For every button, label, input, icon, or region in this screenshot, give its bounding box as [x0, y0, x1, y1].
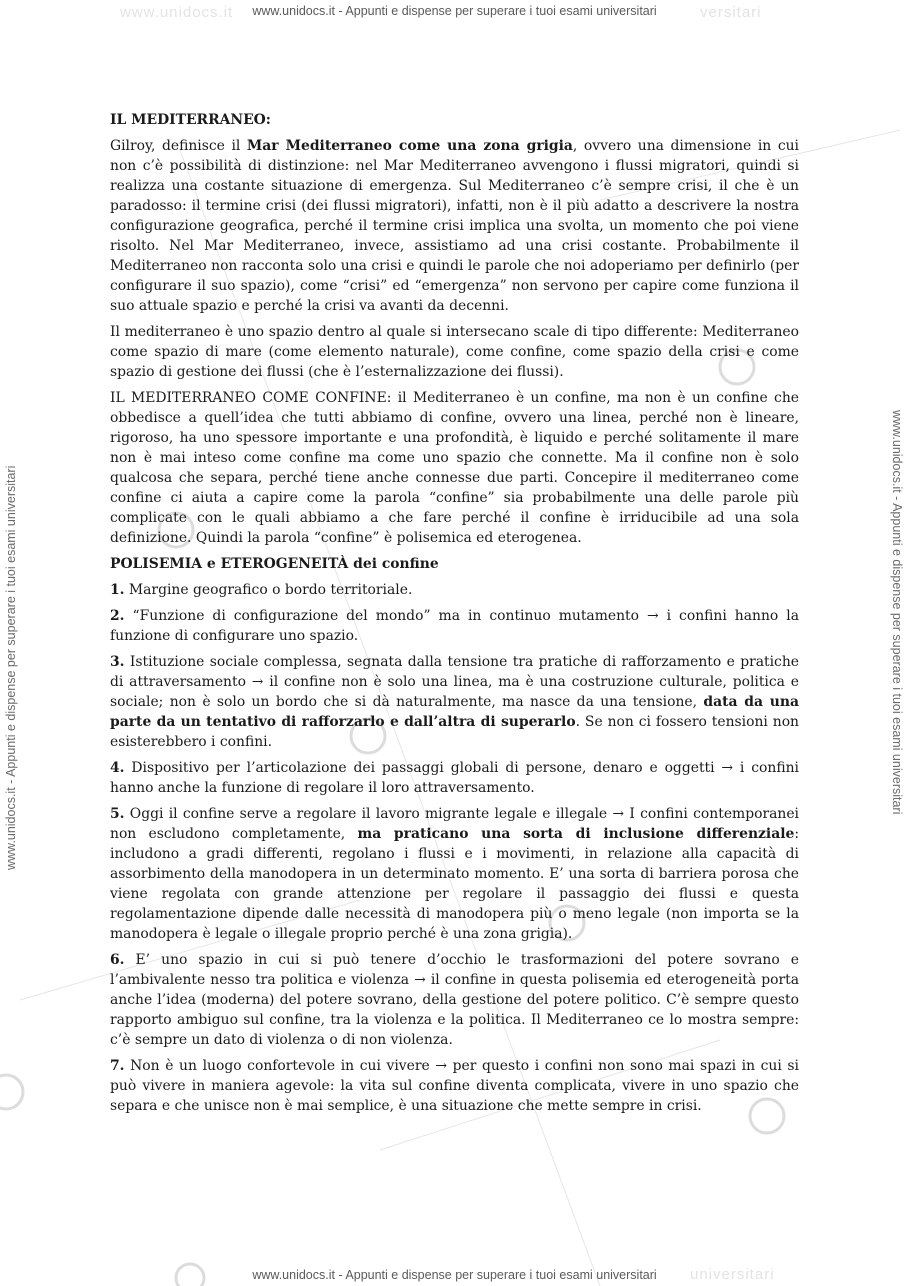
- item-text: Dispositivo per l’articolazione dei passaggi globali di persone, denaro e oggetti → i confini hanno anche la funzione di regolare il loro attraversamento.: [110, 760, 799, 796]
- item-bold: data da una parte da un tentativo di rafforzarlo e dall’altra di superarlo: [110, 694, 799, 730]
- item-number: 1.: [110, 582, 125, 598]
- item-text: Oggi il confine serve a regolare il lavoro migrante legale e illegale → I confini contemporanei non escludono completamente,: [110, 806, 799, 842]
- document-title: IL MEDITERRANEO:: [110, 112, 271, 128]
- item-text: Margine geografico o bordo territoriale.: [124, 582, 413, 598]
- item-number: 4.: [110, 760, 125, 776]
- watermark-ghost-bottom: universitari: [690, 1266, 775, 1283]
- list-item-3: [110, 652, 799, 752]
- section-heading: POLISEMIA e ETEROGENEITÀ dei confine: [110, 556, 439, 572]
- watermark-side-right: www.unidocs.it - Appunti e dispense per superare i tuoi esami universitari: [890, 410, 904, 815]
- list-item-4: [110, 758, 799, 798]
- item-number: 2.: [110, 608, 125, 624]
- watermark-ghost-left: www.unidocs.it: [120, 4, 234, 21]
- list-item-6: [110, 950, 799, 1050]
- item-bold: ma praticano una sorta di inclusione differenziale: [357, 826, 795, 842]
- confine-paragraph: IL MEDITERRANEO COME CONFINE: il Mediterraneo è un confine, ma non è un confine che obbedisce a quell’idea che tutti abbiamo di confine, ovvero una linea, perché non è lineare, rigoroso, ha uno spessore importante e una profondità, è liquido e perché solitamente il mare non è mai inteso come confine ma come uno spazio che connette. Ma il confine non è solo qualcosa che separa, perché tiene anche connesse due parti. Concepire il mediterraneo come confine ci aiuta a capire come la parola “confine” sia probabilmente una delle parole più complicate con le quali abbiamo a che fare perché il confine è irriducibile ad una sola definizione. Quindi la parola “confine” è polisemica ed eterogenea.: [110, 390, 799, 546]
- item-text-end: . Se non ci fossero tensioni non esisterebbero i confini.: [110, 714, 800, 750]
- watermark-ghost-right: versitari: [700, 4, 762, 21]
- item-text: Istituzione sociale complessa, segnata dalla tensione tra pratiche di rafforzamento e pratiche di attraversamento → il confine non è solo una linea, ma è una costruzione culturale, politica e sociale; non è solo un bordo che si dà naturalmente, ma nasce da una tensione,: [110, 654, 799, 710]
- item-text: “Funzione di configurazione del mondo” ma in continuo mutamento → i confini hanno la funzione di configurare uno spazio.: [110, 608, 799, 644]
- item-number: 3.: [110, 654, 125, 670]
- item-number: 5.: [110, 806, 125, 822]
- watermark-footer: www.unidocs.it - Appunti e dispense per superare i tuoi esami universitari: [252, 1268, 657, 1282]
- watermark-side-left: www.unidocs.it - Appunti e dispense per superare i tuoi esami universitari: [4, 465, 18, 870]
- item-text: Non è un luogo confortevole in cui vivere → per questo i confini non sono mai spazi in cui si può vivere in maniera agevole: la vita sul confine diventa complicata, vivere in uno spazio che separa e che unisce non è mai semplice, è una situazione che mette sempre in crisi.: [110, 1058, 799, 1114]
- intro-text-b: , ovvero una dimensione in cui non c’è possibilità di distinzione: nel Mar Mediterraneo avvengono i flussi migratori, quindi si realizza una costante situazione di emergenza. Sul Mediterraneo c’è sempre crisi, il che è un paradosso: il termine crisi (dei flussi migratori), infatti, non è il più adatto a descrivere la nostra configurazione geografica, perché il termine crisi implica una svolta, un momento che poi viene risolto. Nel Mar Mediterraneo, invece, assistiamo ad una crisi costante. Probabilmente il Mediterraneo non racconta solo una crisi e quindi le parole che noi adoperiamo per definirlo (per configurare il suo spazio), come “crisi” ed “emergenza” non servono per capire come funziona il suo attuale spazio e perché la crisi va avanti da decenni.: [110, 138, 799, 314]
- item-text-end: : includono a gradi differenti, regolano i flussi e i movimenti, in relazione alla capacità di assorbimento della manodopera in un determinato momento. E’ una sorta di barriera porosa che viene regolata con grande attenzione per regolare il passaggio dei flussi e questa regolamentazione dipende dalle necessità di manodopera più o meno legale (non importa se la manodopera è legale o illegale proprio perché è una zona grigia).: [110, 826, 800, 942]
- intro-bold: Mar Mediterraneo come una zona grigia: [246, 138, 573, 154]
- scales-paragraph: Il mediterraneo è uno spazio dentro al quale si intersecano scale di tipo differente: Mediterraneo come spazio di mare (come elemento naturale), come confine, come spazio della crisi e come spazio di gestione dei flussi (che è l’esternalizzazione dei flussi).: [110, 324, 799, 380]
- list-item-5: [110, 804, 799, 944]
- list-item-1: [110, 580, 799, 600]
- watermark-header: www.unidocs.it - Appunti e dispense per superare i tuoi esami universitari: [252, 4, 657, 18]
- list-item-2: [110, 606, 799, 646]
- intro-paragraph: [110, 136, 799, 316]
- list-item-7: [110, 1056, 799, 1116]
- item-number: 6.: [110, 952, 125, 968]
- intro-text-a: Gilroy, definisce il: [110, 138, 247, 154]
- item-number: 7.: [110, 1058, 125, 1074]
- item-text: E’ uno spazio in cui si può tenere d’occhio le trasformazioni del potere sovrano e l’ambivalente nesso tra politica e violenza → il confine in questa polisemia ed eterogeneità porta anche l’idea (moderna) del potere sovrano, della gestione del potere politico. C’è sempre questo rapporto ambiguo sul confine, tra la violenza e la politica. Il Mediterraneo ce lo mostra sempre: c’è sempre un dato di violenza o di non violenza.: [110, 952, 799, 1048]
- document-body: [110, 110, 799, 1122]
